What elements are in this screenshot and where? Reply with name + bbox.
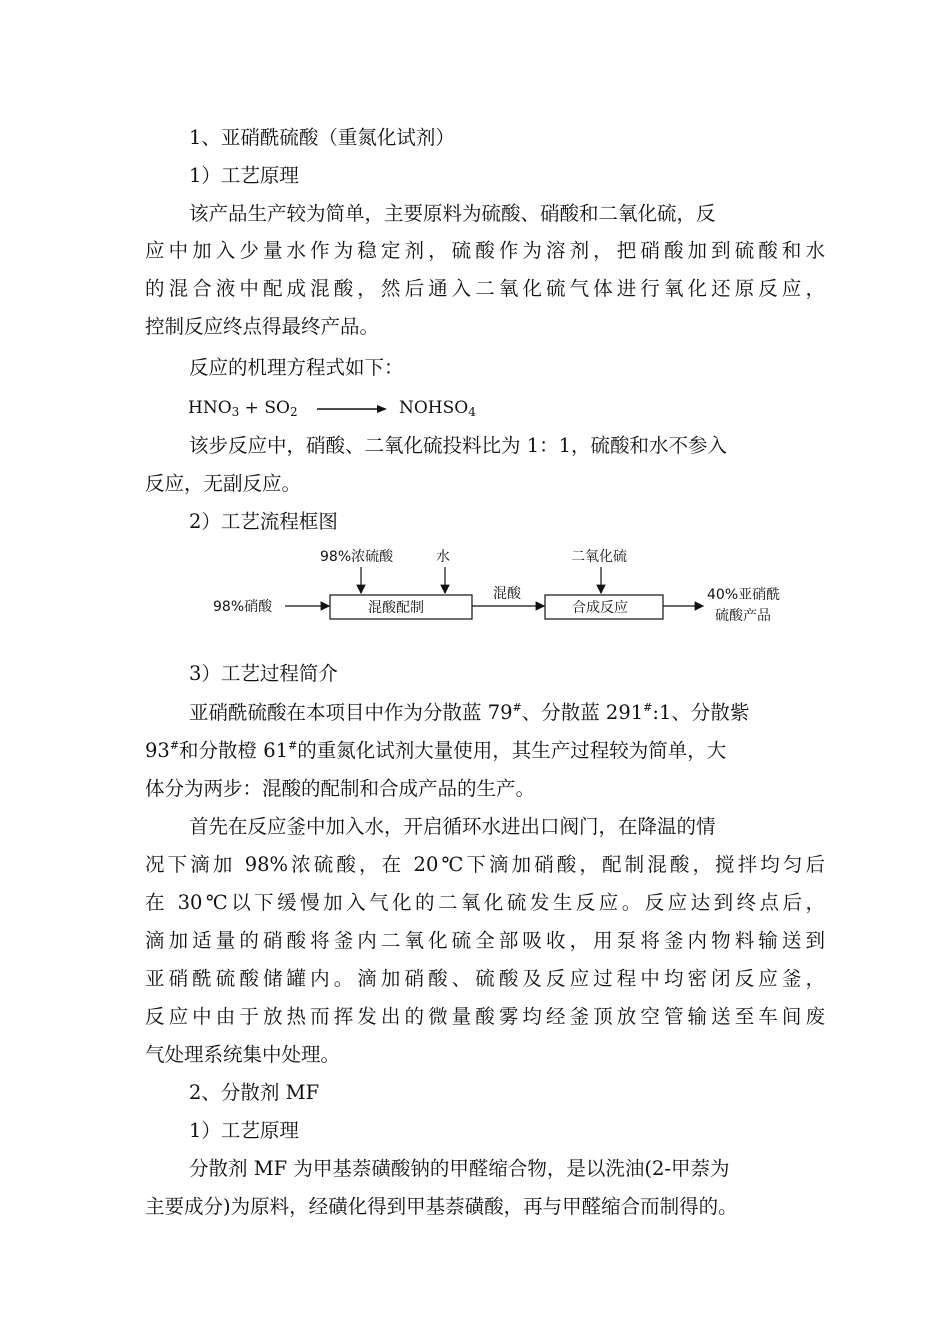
box-mixed-acid-prep-label: 混酸配制 [368, 600, 424, 616]
paragraph-line: 反应，无副反应。 [145, 472, 302, 495]
subheading-process-principle: 1）工艺原理 [189, 1119, 299, 1142]
reaction-arrow-icon [317, 404, 387, 414]
paragraph-line: 在 30℃以下缓慢加入气化的二氧化硫发生反应。反应达到终点后， [145, 891, 825, 914]
paragraph-line: 该步反应中，硝酸、二氧化硫投料比为 1：1，硫酸和水不参入 [189, 434, 728, 457]
section-heading-1: 1、亚硝酰硫酸（重氮化试剂） [189, 126, 455, 149]
paragraph-line: 的混合液中配成混酸，然后通入二氧化硫气体进行氧化还原反应， [145, 277, 825, 300]
paragraph-line: 控制反应终点得最终产品。 [145, 315, 380, 338]
paragraph-line: 93#和分散橙 61#的重氮化试剂大量使用，其生产过程较为简单，大 [145, 739, 727, 762]
paragraph-line: 分散剂 MF 为甲基萘磺酸钠的甲醛缩合物，是以洗油(2-甲萘为 [189, 1157, 730, 1180]
input-water: 水 [436, 549, 450, 565]
paragraph-line: 亚硝酰硫酸储罐内。滴加硝酸、硫酸及反应过程中均密闭反应釜， [145, 967, 825, 990]
output-product-line2: 硫酸产品 [715, 608, 771, 624]
paragraph-line: 主要成分)为原料，经磺化得到甲基萘磺酸，再与甲醛缩合而制得的。 [145, 1195, 738, 1218]
equation-intro: 反应的机理方程式如下： [189, 356, 404, 379]
paragraph-line: 气处理系统集中处理。 [145, 1043, 341, 1066]
paragraph-line: 首先在反应釜中加入水，开启循环水进出口阀门，在降温的情 [189, 815, 716, 838]
product-nohso4: $NOHSO_4$ [398, 398, 476, 419]
process-flowchart [195, 538, 815, 638]
section-heading-2: 2、分散剂 MF [189, 1081, 320, 1104]
paragraph-line: 反应中由于放热而挥发出的微量酸雾均经釜顶放空管输送至车间废 [145, 1005, 825, 1028]
paragraph-line: 滴加适量的硝酸将釜内二氧化硫全部吸收，用泵将釜内物料输送到 [145, 929, 825, 952]
paragraph-line: 亚硝酰硫酸在本项目中作为分散蓝 79#、分散蓝 291#:1、分散紫 [189, 701, 750, 724]
output-product-line1: 40%亚硝酰 [707, 587, 781, 603]
input-conc-sulfuric-acid: 98%浓硫酸 [320, 549, 394, 565]
reaction-equation: $HNO_3 + SO_2$ $NOHSO_4$ [188, 398, 476, 419]
subheading-process-intro: 3）工艺过程简介 [189, 662, 338, 685]
subheading-process-principle: 1）工艺原理 [189, 164, 299, 187]
intermediate-mixed-acid: 混酸 [493, 586, 521, 602]
reactant-hno3: $HNO_3$ [188, 398, 240, 419]
paragraph-line: 体分为两步：混酸的配制和合成产品的生产。 [145, 777, 536, 800]
box-synthesis-reaction-label: 合成反应 [572, 600, 628, 616]
input-nitric-acid: 98%硝酸 [213, 599, 273, 615]
subheading-flowchart: 2）工艺流程框图 [189, 510, 338, 533]
paragraph-line: 况下滴加 98%浓硫酸，在 20℃下滴加硝酸，配制混酸，搅拌均匀后 [145, 853, 825, 876]
reactant-so2: $SO_2$ [264, 398, 298, 419]
paragraph-line: 该产品生产较为简单，主要原料为硫酸、硝酸和二氧化硫，反 [189, 202, 716, 225]
input-sulfur-dioxide: 二氧化硫 [571, 549, 627, 565]
paragraph-line: 应中加入少量水作为稳定剂，硫酸作为溶剂，把硝酸加到硫酸和水 [145, 239, 825, 262]
